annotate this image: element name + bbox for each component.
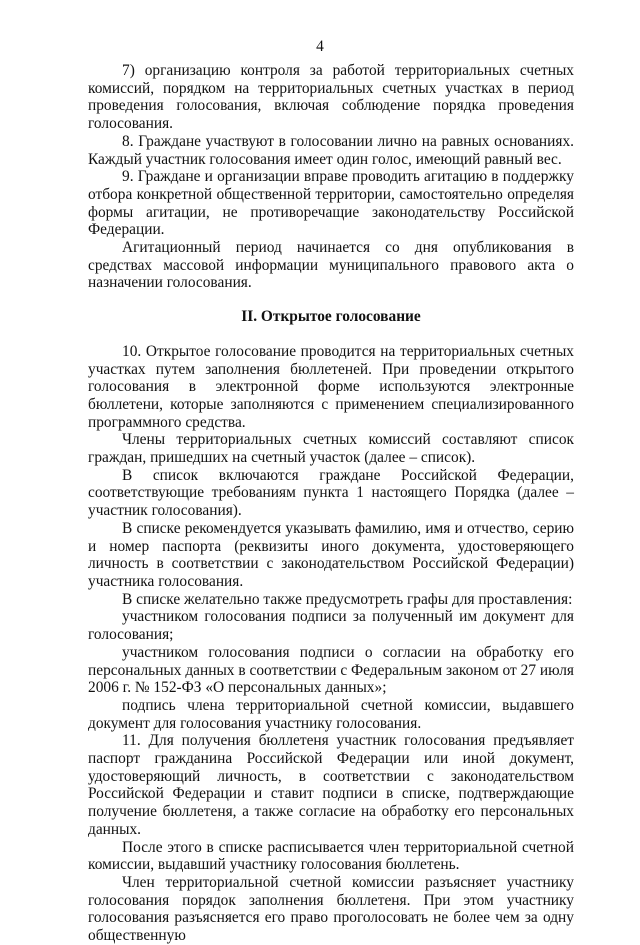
paragraph-item-9: 9. Граждане и организации вправе проводить агитацию в поддержку отбора конкретной общественной территории, самостоятельно определяя формы агитации, не противоречащие законодательству Российской Федерации. [88,168,574,239]
document-body [88,62,574,945]
page-number: 4 [316,38,324,55]
paragraph-column-member-signature: подпись члена территориальной счетной комиссии, выдавшего документ для голосования участнику голосования. [88,696,574,732]
paragraph-item-10: 10. Открытое голосование проводится на территориальных счетных участках путем заполнения бюллетеней. При проведении открытого голосования в электронной форме используются электронные бюллетени, которые заполняются с применением специализированного программного средства. [88,342,574,431]
paragraph-item-7: 7) организацию контроля за работой территориальных счетных комиссий, порядком на территориальных счетных участках в период проведения голосования, включая соблюдение порядка проведения голосования. [88,62,574,133]
paragraph-list-inclusion: В список включаются граждане Российской Федерации, соответствующие требованиям пункта 1 настоящего Порядка (далее – участник голосования). [88,466,574,520]
paragraph-voter-list: Члены территориальных счетных комиссий составляют список граждан, пришедших на счетный участок (далее – список). [88,431,574,467]
paragraph-column-consent: участником голосования подписи о согласии на обработку его персональных данных в соответствии с Федеральным законом от 27 июля 2006 г. № 152-ФЗ «О персональных данных»; [88,643,574,697]
paragraph-member-explains: Член территориальной счетной комиссии разъясняет участнику голосования порядок заполнения бюллетеня. При этом участнику голосования разъясняется его право проголосовать не более чем за одну общественную [88,873,574,945]
paragraph-item-8: 8. Граждане участвуют в голосовании лично на равных основаниях. Каждый участник голосования имеет один голос, имеющий равный вес. [88,132,574,168]
paragraph-agitation-period: Агитационный период начинается со дня опубликования в средствах массовой информации муниципального правового акта о назначении голосования. [88,239,574,292]
paragraph-member-signs: После этого в списке расписывается член территориальной счетной комиссии, выдавший участнику голосования бюллетень. [88,838,574,874]
paragraph-column-signature: участником голосования подписи за полученный им документ для голосования; [88,608,574,644]
paragraph-item-11: 11. Для получения бюллетеня участник голосования предъявляет паспорт гражданина Российской Федерации или иной документ, удостоверяющий личность, в соответствии с законодательством Российской Федерации и ставит подписи в списке, подтверждающие получение бюллетеня, а также согласие на обработку его персональных данных. [88,732,574,838]
section-heading: II. Открытое голосование [241,308,421,326]
paragraph-list-columns: В списке желательно также предусмотреть графы для проставления: [122,590,573,608]
paragraph-list-details: В списке рекомендуется указывать фамилию, имя и отчество, серию и номер паспорта (реквизиты иного документа, удостоверяющего личность в соответствии с законодательством Российской Федерации) участника голосования. [88,519,574,590]
